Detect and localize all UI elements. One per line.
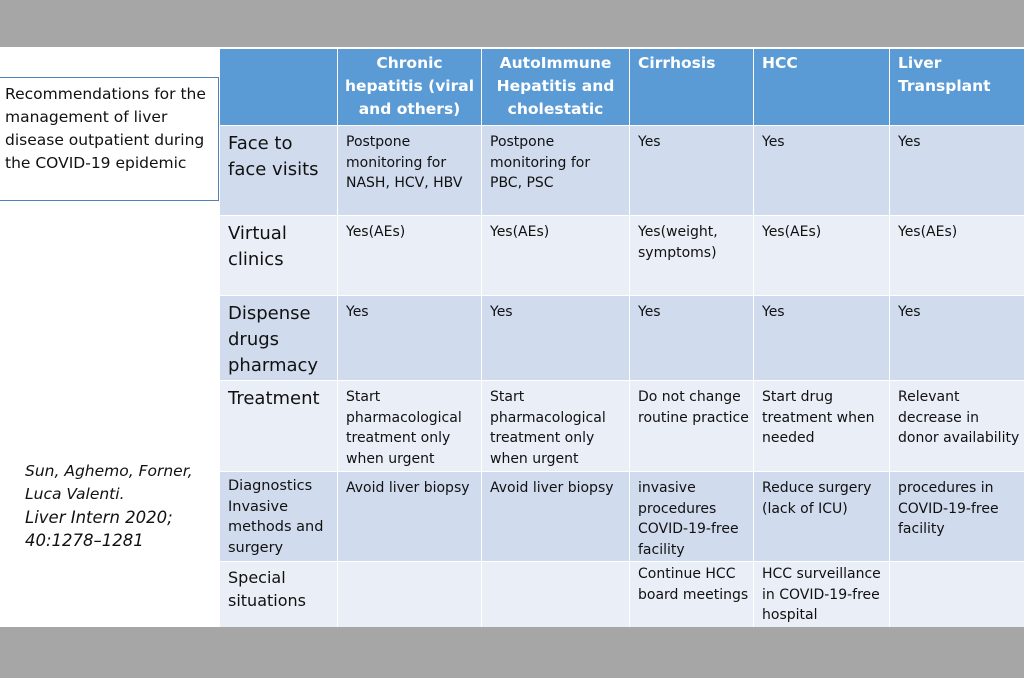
- table-cell: procedures in COVID-19-free facility: [890, 472, 1024, 562]
- table-cell: Yes(weight, symptoms): [630, 216, 754, 296]
- row-label: Special situations: [220, 562, 338, 628]
- table-cell: Yes: [482, 296, 630, 381]
- slide-title: Recommendations for the management of liver disease outpatient during the COVID-19 epidemic: [0, 77, 219, 201]
- table-row-diagnostics: [220, 472, 1024, 562]
- table-cell: Yes: [630, 126, 754, 216]
- header-chronic-hepatitis: Chronic hepatitis (viral and others): [338, 49, 482, 126]
- table-cell: Postpone monitoring for PBC, PSC: [482, 126, 630, 216]
- table-cell: Yes: [630, 296, 754, 381]
- row-label: Face to face visits: [220, 126, 338, 216]
- table-cell: Yes(AEs): [482, 216, 630, 296]
- table-row-face-to-face: [220, 126, 1024, 216]
- header-cirrhosis: Cirrhosis: [630, 49, 754, 126]
- row-label: Diagnostics Invasive methods and surgery: [220, 472, 338, 562]
- table-cell: Postpone monitoring for NASH, HCV, HBV: [338, 126, 482, 216]
- table-cell: Avoid liver biopsy: [482, 472, 630, 562]
- table-cell: Reduce surgery (lack of ICU): [754, 472, 890, 562]
- table-cell: [890, 562, 1024, 628]
- table-cell: Yes(AEs): [754, 216, 890, 296]
- table-cell: Yes: [338, 296, 482, 381]
- table-row-treatment: [220, 381, 1024, 472]
- row-label: Dispense drugs pharmacy: [220, 296, 338, 381]
- slide: [0, 47, 1024, 627]
- table-cell: [482, 562, 630, 628]
- table-cell: [338, 562, 482, 628]
- table-row-dispense-drugs: [220, 296, 1024, 381]
- table-cell: Yes: [890, 296, 1024, 381]
- header-hcc: HCC: [754, 49, 890, 126]
- row-label: Treatment: [220, 381, 338, 472]
- table-cell: HCC surveillance in COVID-19-free hospital: [754, 562, 890, 628]
- header-autoimmune-hepatitis: AutoImmune Hepatitis and cholestatic: [482, 49, 630, 126]
- table-cell: Yes(AEs): [890, 216, 1024, 296]
- header-liver-transplant: Liver Transplant: [890, 49, 1024, 126]
- table-cell: Relevant decrease in donor availability: [890, 381, 1024, 472]
- table-cell: Start pharmacological treatment only when urgent: [482, 381, 630, 472]
- row-label: Virtual clinics: [220, 216, 338, 296]
- table-cell: Yes(AEs): [338, 216, 482, 296]
- table-row-virtual-clinics: [220, 216, 1024, 296]
- table-cell: Continue HCC board meetings: [630, 562, 754, 628]
- header-empty: [220, 49, 338, 126]
- table-row-special-situations: [220, 562, 1024, 628]
- table-cell: Yes: [754, 296, 890, 381]
- citation-journal: Liver Intern 2020; 40:1278–1281: [25, 508, 173, 550]
- table-cell: Avoid liver biopsy: [338, 472, 482, 562]
- citation-authors: Sun, Aghemo, Forner, Luca Valenti.: [25, 462, 193, 503]
- citation: [25, 460, 215, 552]
- table-cell: invasive procedures COVID-19-free facility: [630, 472, 754, 562]
- table-cell: Start pharmacological treatment only when urgent: [338, 381, 482, 472]
- bottom-frame-band: [0, 627, 1024, 678]
- table-cell: Start drug treatment when needed: [754, 381, 890, 472]
- recommendations-table: [219, 48, 1024, 628]
- top-frame-band: [0, 0, 1024, 47]
- table-cell: Yes: [890, 126, 1024, 216]
- table-cell: Do not change routine practice: [630, 381, 754, 472]
- table-cell: Yes: [754, 126, 890, 216]
- header-row: [220, 49, 1024, 126]
